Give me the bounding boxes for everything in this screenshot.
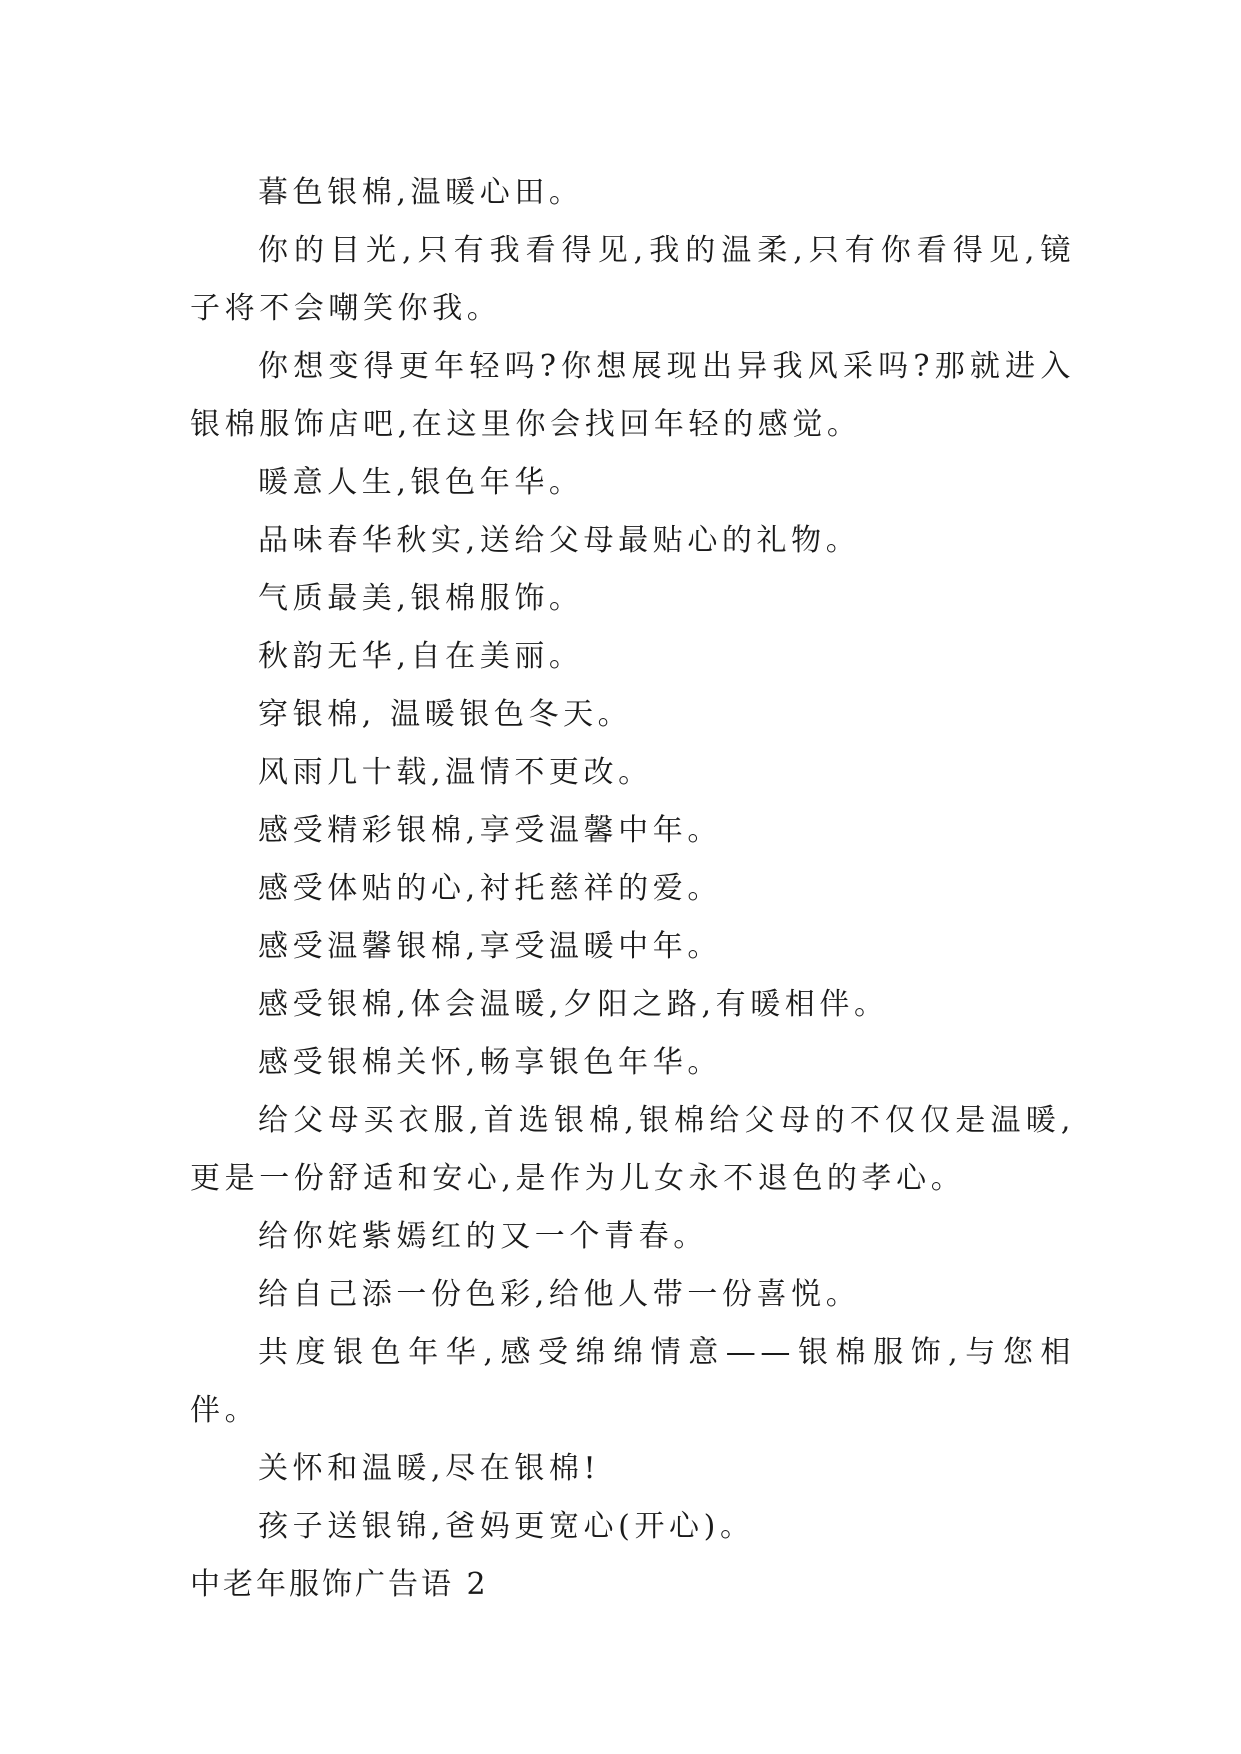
paragraph: 共度银色年华,感受绵绵情意——银棉服饰,与您相伴。 <box>190 1335 1075 1428</box>
paragraph: 关怀和温暖,尽在银棉! <box>258 1451 601 1486</box>
paragraph: 风雨几十载,温情不更改。 <box>258 755 653 790</box>
paragraph: 穿银棉, 温暖银色冬天。 <box>258 697 633 732</box>
paragraph: 暮色银棉,温暖心田。 <box>258 175 584 210</box>
paragraph: 给你姹紫嫣红的又一个青春。 <box>258 1219 708 1254</box>
paragraph: 感受温馨银棉,享受温暖中年。 <box>258 929 722 964</box>
paragraph: 秋韵无华,自在美丽。 <box>258 639 584 674</box>
document-body <box>190 164 1075 1614</box>
paragraph: 孩子送银锦,爸妈更宽心(开心)。 <box>258 1509 755 1544</box>
paragraph: 感受精彩银棉,享受温馨中年。 <box>258 813 722 848</box>
paragraph: 感受体贴的心,衬托慈祥的爱。 <box>258 871 722 906</box>
paragraph: 给父母买衣服,首选银棉,银棉给父母的不仅仅是温暖,更是一份舒适和安心,是作为儿女永不退色的孝心。 <box>190 1103 1075 1196</box>
paragraph: 你想变得更年轻吗?你想展现出异我风采吗?那就进入银棉服饰店吧,在这里你会找回年轻的感觉。 <box>190 349 1075 442</box>
paragraph: 给自己添一份色彩,给他人带一份喜悦。 <box>258 1277 861 1312</box>
paragraph: 感受银棉关怀,畅享银色年华。 <box>258 1045 722 1080</box>
paragraph: 品味春华秋实,送给父母最贴心的礼物。 <box>258 523 861 558</box>
paragraph: 感受银棉,体会温暖,夕阳之路,有暖相伴。 <box>258 987 889 1022</box>
paragraph: 气质最美,银棉服饰。 <box>258 581 584 616</box>
section-heading: 中老年服饰广告语 2 <box>190 1567 489 1602</box>
paragraph: 暖意人生,银色年华。 <box>258 465 584 500</box>
paragraph: 你的目光,只有我看得见,我的温柔,只有你看得见,镜子将不会嘲笑你我。 <box>190 233 1075 326</box>
